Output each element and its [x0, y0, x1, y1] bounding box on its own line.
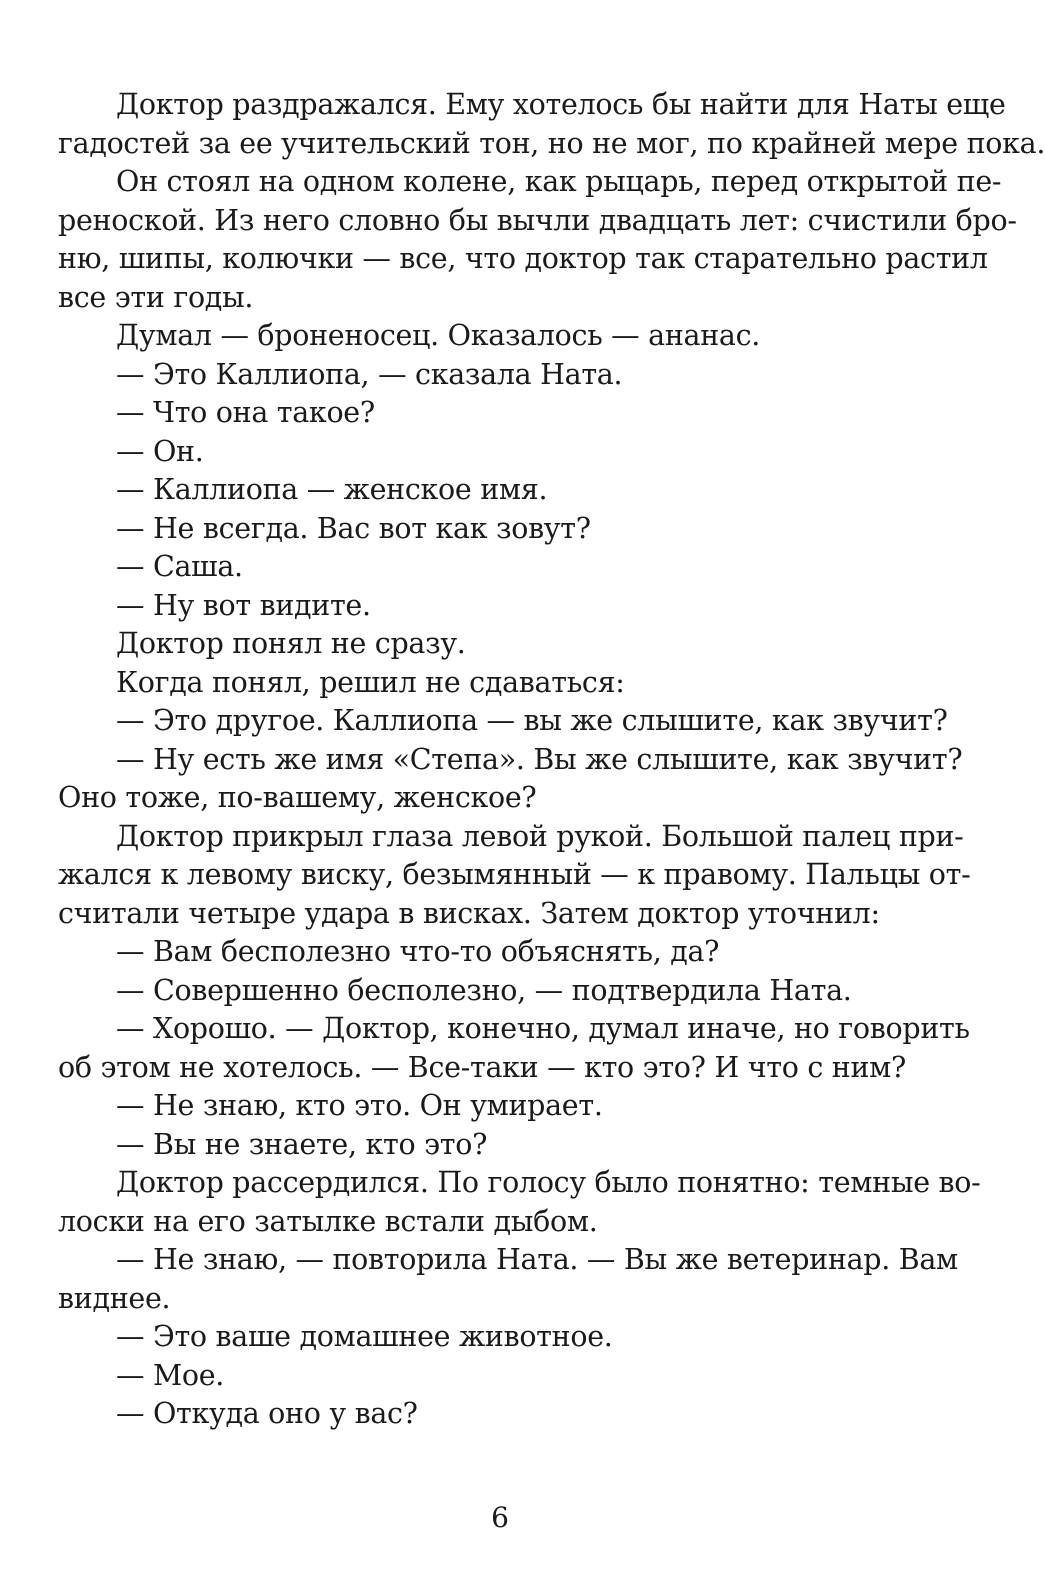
text-line: — Не всегда. Вас вот как зовут?	[116, 511, 591, 545]
text-line: — Это Каллиопа, — сказала Ната.	[116, 357, 623, 391]
text-line: реноской. Из него словно бы вычли двадцать лет: счистили бро-	[58, 203, 1017, 237]
text-line: Доктор рассердился. По голосу было понятно: темные во-	[116, 1166, 981, 1199]
text-line: — Вы не знаете, кто это?	[116, 1127, 488, 1161]
text-line: Оно тоже, по-вашему, женское?	[58, 781, 537, 814]
text-line: — Это ваше домашнее животное.	[116, 1320, 613, 1353]
text-line: Доктор раздражался. Ему хотелось бы найти для Наты еще	[116, 88, 1006, 121]
text-line: — Ну вот видите.	[116, 588, 371, 622]
text-line: — Мое.	[116, 1358, 225, 1392]
text-line: об этом не хотелось. — Все-таки — кто это? И что с ним?	[58, 1050, 907, 1084]
text-line: — Что она такое?	[116, 396, 375, 429]
text-line: все эти годы.	[58, 280, 254, 314]
text-line: ню, шипы, колючки — все, что доктор так старательно растил	[58, 242, 988, 275]
text-line: Думал — броненосец. Оказалось — ананас.	[116, 319, 761, 352]
text-line: — Это другое. Каллиопа — вы же слышите, как звучит?	[116, 704, 948, 737]
book-page-text	[58, 86, 1045, 1434]
text-line: — Саша.	[116, 550, 243, 583]
text-line: — Откуда оно у вас?	[116, 1397, 418, 1430]
text-line: — Ну есть же имя «Степа». Вы же слышите, как звучит?	[116, 742, 963, 776]
text-line: — Совершенно бесполезно, — подтвердила Ната.	[116, 973, 852, 1007]
text-line: — Не знаю, кто это. Он умирает.	[116, 1089, 603, 1122]
text-line: гадостей за ее учительский тон, но не мог, по крайней мере пока.	[58, 126, 1045, 160]
text-line: — Вам бесполезно что-то объяснять, да?	[116, 935, 720, 968]
text-line: жался к левому виску, безымянный — к правому. Пальцы от-	[58, 858, 971, 891]
text-line: Доктор понял не сразу.	[116, 627, 466, 660]
text-line: лоски на его затылке встали дыбом.	[58, 1204, 598, 1238]
text-line: Он стоял на одном колене, как рыцарь, перед открытой пе-	[116, 165, 1002, 198]
text-line: — Каллиопа — женское имя.	[116, 473, 548, 506]
text-line: виднее.	[58, 1281, 171, 1315]
text-line: — Он.	[116, 434, 204, 468]
page-number: 6	[491, 1501, 509, 1534]
text-line: Когда понял, решил не сдаваться:	[116, 665, 625, 699]
text-line: считали четыре удара в висках. Затем доктор уточнил:	[58, 896, 880, 930]
text-line: Доктор прикрыл глаза левой рукой. Большой палец при-	[116, 819, 964, 853]
text-line: — Не знаю, — повторила Ната. — Вы же ветеринар. Вам	[116, 1243, 958, 1276]
text-line: — Хорошо. — Доктор, конечно, думал иначе, но говорить	[116, 1012, 970, 1045]
